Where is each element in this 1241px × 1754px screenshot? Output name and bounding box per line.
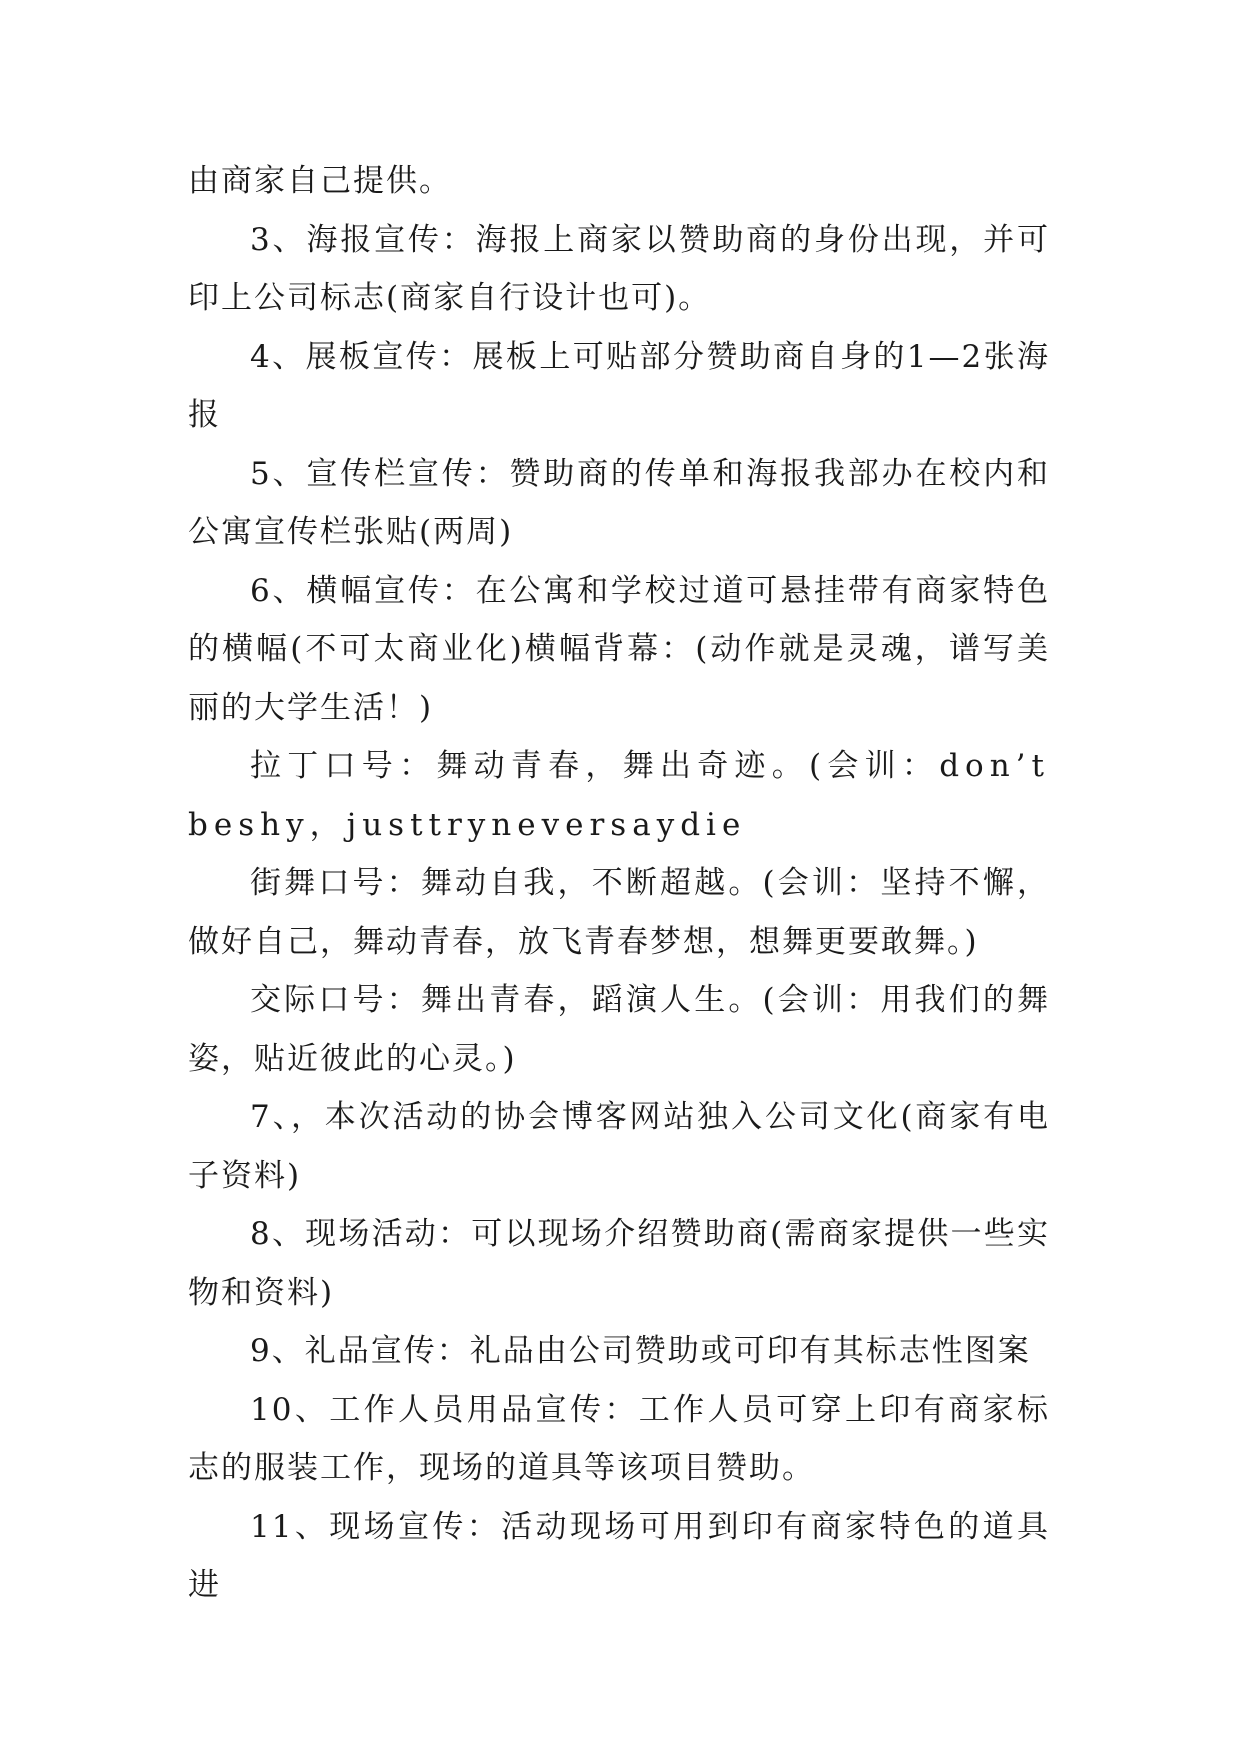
paragraph-item-7: 7、，本次活动的协会博客网站独入公司文化(商家有电子资料) <box>188 1099 1050 1194</box>
paragraph-item-5: 5、宣传栏宣传：赞助商的传单和海报我部办在校内和公寓宣传栏张贴(两周) <box>188 455 1050 550</box>
paragraph-item-11: 11、现场宣传：活动现场可用到印有商家特色的道具进 <box>188 1508 1050 1603</box>
paragraph-item-8: 8、现场活动：可以现场介绍赞助商(需商家提供一些实物和资料) <box>188 1216 1050 1311</box>
paragraph-latin-slogan: 拉丁口号：舞动青春，舞出奇迹。(会训：don’tbeshy，justtryneversaydie <box>188 748 1050 843</box>
document-body <box>188 152 1050 1615</box>
paragraph-street-dance-slogan: 街舞口号：舞动自我，不断超越。(会训：坚持不懈，做好自己，舞动青春，放飞青春梦想，想舞更要敢舞。) <box>188 865 1050 960</box>
paragraph-ballroom-slogan: 交际口号：舞出青春，蹈演人生。(会训：用我们的舞姿，贴近彼此的心灵。) <box>188 982 1050 1077</box>
paragraph-item-10: 10、工作人员用品宣传：工作人员可穿上印有商家标志的服装工作，现场的道具等该项目赞助。 <box>188 1391 1050 1486</box>
paragraph-item-6: 6、横幅宣传：在公寓和学校过道可悬挂带有商家特色的横幅(不可太商业化)横幅背幕：(动作就是灵魂，谱写美丽的大学生活！) <box>188 572 1050 726</box>
paragraph-continuation: 由商家自己提供。 <box>188 163 452 199</box>
paragraph-item-9: 9、礼品宣传：礼品由公司赞助或可印有其标志性图案 <box>250 1333 1031 1369</box>
paragraph-item-3: 3、海报宣传：海报上商家以赞助商的身份出现，并可印上公司标志(商家自行设计也可)。 <box>188 221 1050 316</box>
paragraph-item-4: 4、展板宣传：展板上可贴部分赞助商自身的1—2张海报 <box>188 338 1050 433</box>
